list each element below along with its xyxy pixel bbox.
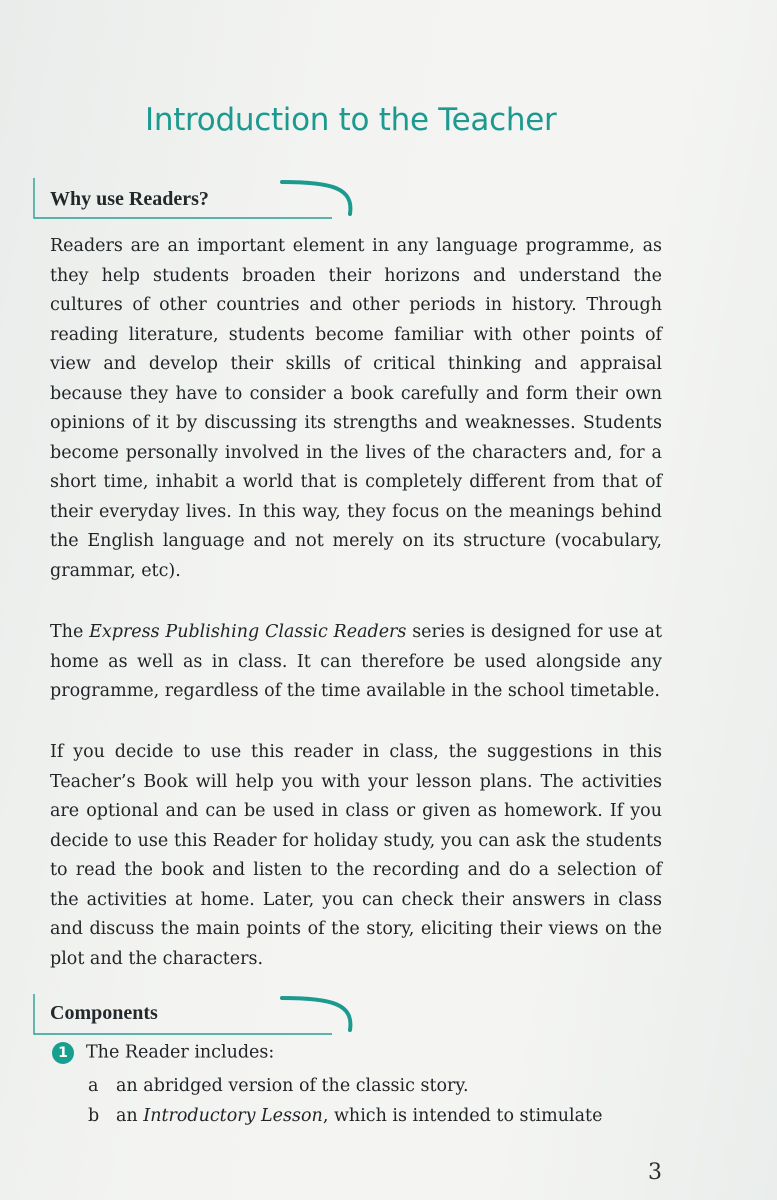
section-heading-components xyxy=(32,990,362,1040)
paragraph-series xyxy=(50,618,662,707)
page-title: Introduction to the Teacher xyxy=(145,102,557,138)
series-text-after: series is designed for use at home as well as in class. It can therefore be used alongside any programme, regardless of the time available in the school timetable. xyxy=(50,622,662,701)
list-item-text: an xyxy=(116,1106,144,1126)
section-heading-label: Components xyxy=(50,1002,158,1024)
paragraph-why-readers: Readers are an important element in any language programme, as they help students broaden their horizons and understand the cultures of other countries and other periods in history. Through reading literature, students become familiar with other points of view and develop their skills of critical thinking and appraisal because they have to consider a book carefully and form their own opinions of it by discussing its strengths and weaknesses. Students become personally involved in the lives of the characters and, for a short time, inhabit a world that is completely different from that of their everyday lives. In this way, they focus on the meanings behind the English language and not merely on its structure (vocabulary, grammar, etc). xyxy=(50,236,662,581)
list-item-text: an abridged version of the classic story. xyxy=(116,1076,469,1096)
list-item-italic: Introductory Lesson xyxy=(143,1106,323,1126)
paragraph-using-in-class: If you decide to use this reader in class, the suggestions in this Teacher’s Book will help you with your lesson plans. The activities are optional and can be used in class or given as homework. If you decide to use this Reader for holiday study, you can ask the students to read the book and listen to the recording and do a selection of the activities at home. Later, you can check their answers in class and discuss the main points of the story, eliciting their views on the plot and the characters. xyxy=(50,742,662,969)
components-list-intro xyxy=(52,1042,274,1064)
number-badge-icon: 1 xyxy=(52,1042,74,1064)
page-number: 3 xyxy=(648,1160,662,1185)
series-text-before: The xyxy=(50,622,90,642)
section-heading-why xyxy=(32,174,362,224)
series-name: Express Publishing Classic Readers xyxy=(89,622,407,642)
section-heading-label: Why use Readers? xyxy=(50,188,209,210)
list-item xyxy=(88,1106,602,1126)
list-item-text-after: , which is intended to stimulate xyxy=(322,1106,603,1126)
list-item-letter: b xyxy=(88,1106,100,1126)
components-intro-text: The Reader includes: xyxy=(86,1042,275,1063)
list-item xyxy=(88,1076,469,1096)
list-item-letter: a xyxy=(88,1076,99,1096)
